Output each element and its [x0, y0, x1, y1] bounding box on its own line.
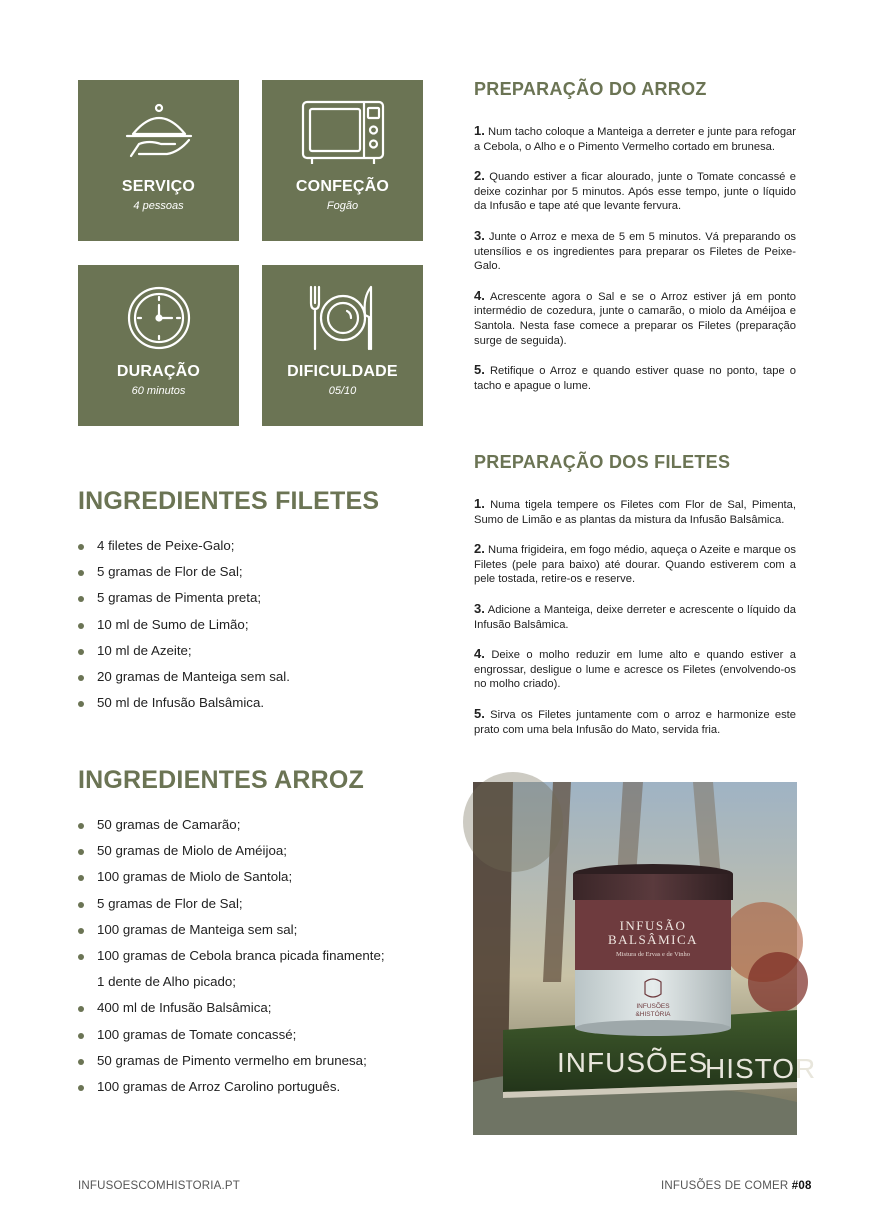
tin-brand-2: &HISTÓRIA [635, 1011, 671, 1018]
bullet-dot [78, 823, 84, 829]
step-item: 4. Deixe o molho reduzir em lume alto e quando estiver a engrossar, desligue o lume e acresce os Filetes (envolvendo-os no molho criado). [474, 646, 796, 691]
step-item: 5. Sirva os Filetes juntamente com o arroz e harmonize este prato com uma bela Infusão do Mato, servida fria. [474, 705, 796, 736]
step-item: 1. Num tacho coloque a Manteiga a derreter e junte para refogar a Cebola, o Alho e o Pimento Vermelho cortado em brunesa. [474, 123, 796, 153]
list-item: 10 ml de Azeite; [78, 643, 418, 669]
step-item: 2. Quando estiver a ficar alourado, junte o Tomate concassé e deixe cozinhar por 5 minutos. Após esse tempo, junte o líquido da Infusão e tape até que levante fervura. [474, 168, 797, 213]
step-item: 3. Junte o Arroz e mexa de 5 em 5 minutos. Vá preparando os utensílios e os ingredientes para preparar os Filetes de Peixe-Galo. [474, 227, 797, 273]
list-item: 50 gramas de Camarão; [78, 817, 418, 843]
tile-label: DURAÇÃO [116, 363, 201, 380]
bullet-dot [78, 902, 84, 908]
tile-label: CONFEÇÃO [295, 178, 390, 195]
heading-preparacao-arroz: PREPARAÇÃO DO ARROZ [474, 79, 707, 99]
tile-value: Fogão [326, 200, 359, 212]
heading-ingredientes-arroz: INGREDIENTES ARROZ [78, 766, 365, 794]
heading-preparacao-filetes: PREPARAÇÃO DOS FILETES [474, 452, 731, 472]
list-item: 1 dente de Alho picado; [97, 974, 236, 990]
list-item: 4 filetes de Peixe-Galo; [78, 538, 418, 564]
list-item: 100 gramas de Miolo de Santola; [78, 869, 418, 895]
tile-label: DIFICULDADE [287, 363, 398, 380]
tile-label: SERVIÇO [121, 178, 196, 195]
tin-subtitle: Mistura de Ervas e de Vinho [615, 951, 691, 958]
bullet-dot [78, 675, 84, 681]
bullet-dot [78, 701, 84, 707]
list-item: 400 ml de Infusão Balsâmica; [78, 1000, 418, 1026]
list-item: 100 gramas de Manteiga sem sal; [78, 922, 418, 948]
tile-value: 4 pessoas [133, 200, 184, 212]
bullet-dot [78, 649, 84, 655]
cloche-serving-icon [78, 98, 239, 168]
tin-title-1: INFUSÃO [619, 918, 687, 933]
steps-arroz [474, 124, 796, 408]
tile-dificuldade [262, 265, 423, 426]
book-text-2: HISTOR [705, 1053, 817, 1084]
list-item: 50 gramas de Pimento vermelho em brunesa; [78, 1053, 418, 1079]
step-item: 1. Numa tigela tempere os Filetes com Flor de Sal, Pimenta, Sumo de Limão e as plantas da mistura da Infusão Balsâmica. [474, 496, 796, 526]
list-item: 100 gramas de Cebola branca picada finamente; [78, 948, 418, 974]
step-item: 2. Numa frigideira, em fogo médio, aqueça o Azeite e marque os Filetes (pele para baixo) até dourar. Quando estiverem com a pele tostada, retire-os e reserve. [474, 541, 797, 586]
tile-duracao [78, 265, 239, 426]
footer-section-label: INFUSÕES DE COMER [661, 1180, 789, 1192]
page-number: #08 [791, 1180, 812, 1192]
clock-icon [78, 283, 239, 353]
bullet-dot [78, 954, 84, 960]
book-text: INFUSÕES [557, 1047, 709, 1078]
bullet-dot [78, 875, 84, 881]
bullet-dot [78, 1033, 84, 1039]
ingredient-list-arroz [78, 817, 418, 1105]
list-item: 20 gramas de Manteiga sem sal. [78, 669, 418, 695]
bullet-dot [78, 1059, 84, 1065]
bullet-dot [78, 1006, 84, 1012]
tile-confecao [262, 80, 423, 241]
ingredient-list-filetes [78, 538, 418, 721]
bullet-dot [78, 596, 84, 602]
footer-website: INFUSOESCOMHISTORIA.PT [78, 1180, 241, 1192]
list-item: 50 ml de Infusão Balsâmica. [78, 695, 418, 721]
step-item: 3. Adicione a Manteiga, deixe derreter e acrescente o líquido da Infusão Balsâmica. [474, 600, 796, 631]
list-item: 100 gramas de Tomate concassé; [78, 1027, 418, 1053]
tile-value: 60 minutos [131, 385, 186, 397]
list-item: 5 gramas de Pimenta preta; [78, 590, 418, 616]
tile-servico [78, 80, 239, 241]
tin-brand-1: INFUSÕES [636, 1003, 670, 1010]
list-item: 50 gramas de Miolo de Améijoa; [78, 843, 418, 869]
list-item: 100 gramas de Arroz Carolino português. [78, 1079, 418, 1105]
product-photo [473, 782, 817, 1135]
bullet-dot [78, 928, 84, 934]
bullet-dot [78, 849, 84, 855]
list-item: 10 ml de Sumo de Limão; [78, 617, 418, 643]
step-item: 4. Acrescente agora o Sal e se o Arroz estiver já em ponto intermédio de cozedura, junte o camarão, o miolo da Améijoa e Santola. Nesta fase comece a preparar os Filetes (preparação surge de seguida). [474, 287, 796, 347]
heading-ingredientes-filetes: INGREDIENTES FILETES [78, 487, 380, 515]
bullet-dot [78, 1085, 84, 1091]
plate-cutlery-icon [262, 283, 423, 353]
tile-value: 05/10 [328, 385, 357, 397]
steps-filetes [474, 497, 796, 752]
list-item: 5 gramas de Flor de Sal; [78, 564, 418, 590]
microwave-icon [262, 98, 423, 168]
bullet-dot [78, 623, 84, 629]
bullet-dot [78, 544, 84, 550]
step-item: 5. Retifique o Arroz e quando estiver quase no ponto, tape o tacho e apague o lume. [474, 362, 796, 392]
tin-title-2: BALSÂMICA [607, 932, 699, 947]
bullet-dot [78, 570, 84, 576]
footer-section [661, 1180, 812, 1192]
list-item: 5 gramas de Flor de Sal; [78, 896, 418, 922]
